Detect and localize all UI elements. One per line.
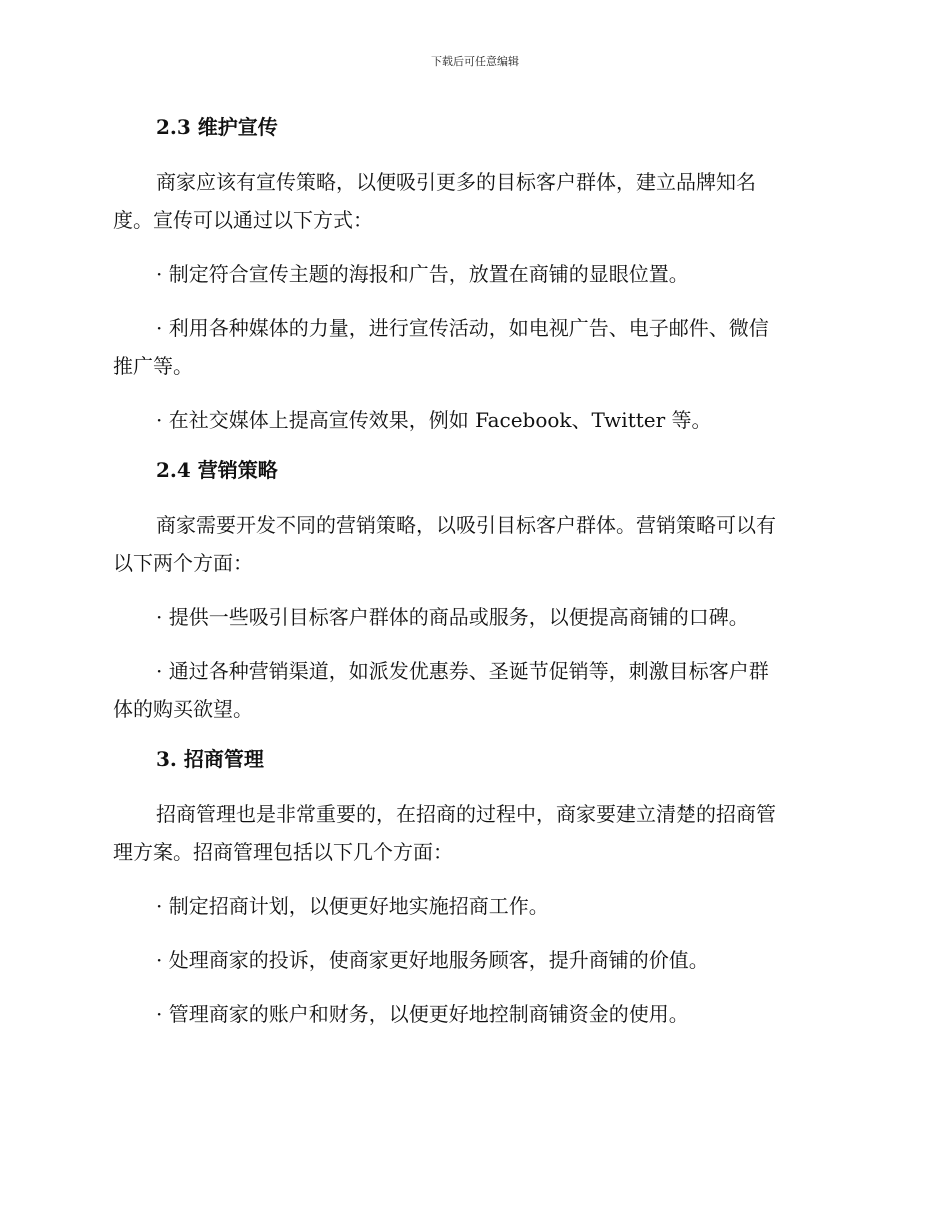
bullet-item	[113, 309, 828, 385]
paragraph-line: 体的购买欲望。	[113, 697, 253, 721]
bullet-item	[113, 652, 828, 728]
bullet-item	[113, 887, 828, 925]
paragraph-line: 推广等。	[113, 354, 193, 378]
paragraph-line: 度。宣传可以通过以下方式：	[113, 208, 373, 232]
paragraph-line: 招商管理也是非常重要的，在招商的过程中，商家要建立清楚的招商管	[156, 802, 776, 826]
paragraph-line: · 提供一些吸引目标客户群体的商品或服务，以便提高商铺的口碑。	[156, 605, 749, 629]
section-heading: 2.3 维护宣传	[156, 115, 278, 139]
paragraph-line: 商家应该有宣传策略，以便吸引更多的目标客户群体，建立品牌知名	[156, 170, 756, 194]
section-heading: 2.4 营销策略	[156, 458, 278, 482]
bullet-item	[113, 995, 828, 1033]
bullet-item	[113, 255, 828, 293]
paragraph-line: 理方案。招商管理包括以下几个方面：	[113, 840, 453, 864]
paragraph-line: · 处理商家的投诉，使商家更好地服务顾客，提升商铺的价值。	[156, 948, 709, 972]
paragraph-line: · 在社交媒体上提高宣传效果，例如 Facebook、Twitter 等。	[156, 408, 712, 432]
paragraph-line: 以下两个方面：	[113, 551, 253, 575]
paragraph	[113, 795, 828, 871]
bullet-item	[113, 598, 828, 636]
page-header: 下载后可任意编辑	[431, 55, 519, 68]
paragraph	[113, 163, 828, 239]
paragraph-line: · 利用各种媒体的力量，进行宣传活动，如电视广告、电子邮件、微信	[156, 316, 769, 340]
document-body	[113, 112, 828, 1033]
paragraph-line: 商家需要开发不同的营销策略，以吸引目标客户群体。营销策略可以有	[156, 513, 776, 537]
paragraph-line: · 管理商家的账户和财务，以便更好地控制商铺资金的使用。	[156, 1002, 689, 1026]
section-heading: 3. 招商管理	[156, 747, 264, 771]
paragraph-line: · 制定招商计划，以便更好地实施招商工作。	[156, 894, 549, 918]
paragraph-line: · 制定符合宣传主题的海报和广告，放置在商铺的显眼位置。	[156, 262, 689, 286]
paragraph	[113, 506, 828, 582]
bullet-item	[113, 941, 828, 979]
paragraph-line: · 通过各种营销渠道，如派发优惠券、圣诞节促销等，刺激目标客户群	[156, 659, 769, 683]
bullet-item	[113, 401, 828, 439]
